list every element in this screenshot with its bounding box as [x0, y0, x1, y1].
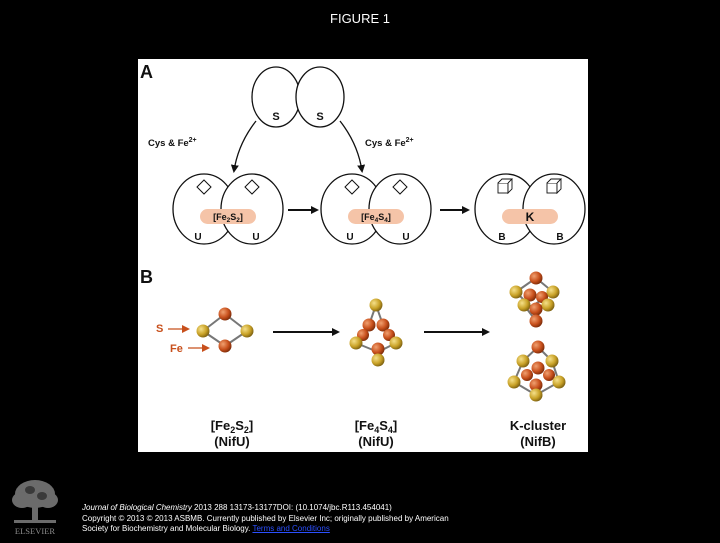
- caption-fe2s2-protein: (NifU): [214, 434, 250, 449]
- caption-k-cluster-protein: (NifB): [520, 434, 556, 449]
- arrow-down-right: [340, 121, 362, 171]
- k-cluster-model-top: [510, 272, 560, 328]
- citation: [82, 503, 532, 535]
- k-cluster-model-bottom: [508, 341, 566, 402]
- citation-society: Society for Biochemistry and Molecular Biology.: [82, 524, 251, 533]
- legend-s-label: S: [156, 323, 164, 335]
- figure-title: FIGURE 1: [330, 11, 390, 26]
- stage1-subunit-left: U: [194, 232, 202, 243]
- legend-fe-label: Fe: [170, 343, 183, 355]
- terms-and-conditions-link[interactable]: Terms and Conditions: [252, 524, 330, 533]
- panel-a-label: A: [140, 62, 153, 82]
- stage1-cluster-label: $[Fe_2S_2]$: [213, 212, 243, 224]
- caption-fe2s2-formula: $[Fe_2S_2]$: [210, 418, 254, 435]
- citation-line-3: [82, 524, 532, 535]
- figure-panel: [138, 59, 588, 452]
- fe4s4-model: [350, 299, 403, 367]
- arrow-down-left: [234, 121, 256, 171]
- stage3-dimer: [475, 174, 585, 244]
- caption-fe4s4-formula: $[Fe_4S_4]$: [354, 418, 398, 435]
- subunit-s-right: S: [316, 111, 324, 123]
- fe2s2-model: [197, 308, 254, 353]
- stage3-cluster-label: K: [525, 210, 535, 224]
- citation-doi: 2013 288 13173-13177DOI: (10.1074/jbc.R113.454041): [191, 503, 392, 512]
- stage1-dimer: [173, 174, 283, 244]
- citation-line-1: [82, 503, 532, 514]
- caption-k-cluster-name: K-cluster: [509, 418, 567, 433]
- cys-fe-label-right: Cys & $Fe^{2+}$: [365, 137, 414, 149]
- cys-fe-label-left: Cys & $Fe^{2+}$: [148, 137, 197, 149]
- panel-b-label: B: [140, 267, 153, 287]
- elsevier-logo: [6, 478, 64, 538]
- subunit-s-left: S: [272, 111, 280, 123]
- journal-name: Journal of Biological Chemistry: [82, 503, 192, 512]
- caption-fe4s4-protein: (NifU): [358, 434, 394, 449]
- apo-scaffold-dimer: [252, 67, 344, 127]
- stage1-subunit-right: U: [252, 232, 260, 243]
- citation-line-2: Copyright © 2013 © 2013 ASBMB. Currently published by Elsevier Inc; originally published by American: [82, 513, 449, 523]
- stage2-subunit-right: U: [402, 232, 410, 243]
- svg-text:ELSEVIER: ELSEVIER: [14, 526, 56, 536]
- stage2-cluster-label: $[Fe_4S_4]$: [361, 212, 391, 224]
- stage3-subunit-right: B: [556, 232, 564, 243]
- stage2-dimer: [321, 174, 431, 244]
- stage3-subunit-left: B: [498, 232, 506, 243]
- stage2-subunit-left: U: [346, 232, 354, 243]
